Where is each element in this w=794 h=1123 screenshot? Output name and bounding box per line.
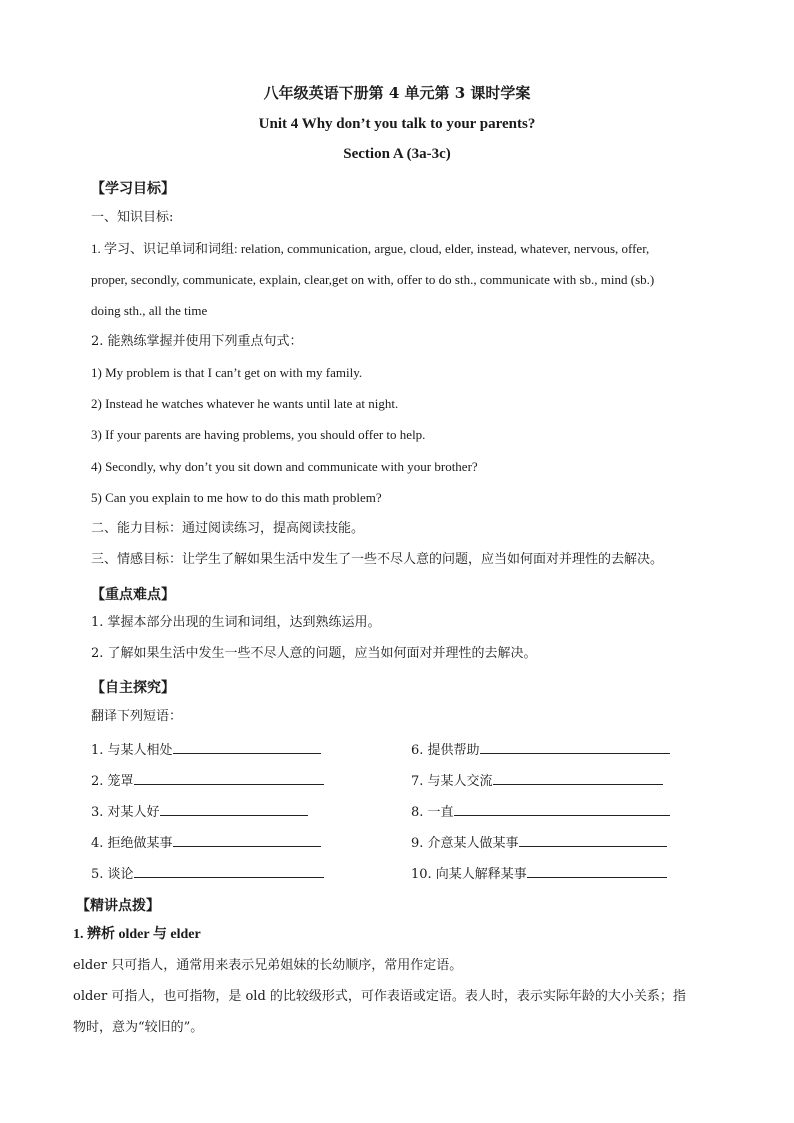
point-1-title: 1. 辨析 older 与 elder — [73, 927, 201, 942]
vocab-line-2: proper, secondly, communicate, explain, clear,get on with, offer to do sth., communicate with sb., mind (sb.) — [91, 272, 655, 287]
emotion-objective: 三、情感目标：让学生了解如果生活中发生了一些不尽人意的问题，应当如何面对并理性的去解决。 — [91, 552, 664, 567]
explain-line-3: 物时，意为“较旧的”。 — [73, 1020, 204, 1035]
objectives-heading: 【学习目标】 — [91, 181, 175, 197]
phrase-item-3: 3. 对某人好 — [91, 801, 308, 822]
explain-line-2: older 可指人，也可指物，是 old 的比较级形式，可作表语或定语。表人时，表示实际年龄的大小关系；指 — [73, 989, 686, 1004]
explore-heading: 【自主探究】 — [91, 680, 175, 696]
answer-blank[interactable] — [160, 801, 308, 816]
phrase-item-8: 8. 一直 — [411, 801, 670, 822]
answer-blank[interactable] — [134, 863, 324, 878]
vocab-line-1: 1. 学习、识记单词和词组: relation, communication, argue, cloud, elder, instead, whatever, nervous, offer, — [91, 241, 650, 256]
section-title: Section A (3a-3c) — [343, 146, 451, 162]
explore-instruction: 翻译下列短语： — [91, 709, 183, 724]
phrase-item-2: 2. 笼罩 — [91, 770, 324, 791]
answer-blank[interactable] — [527, 863, 667, 878]
sentence-4: 4) Secondly, why don’t you sit down and communicate with your brother? — [91, 459, 478, 474]
ability-objective: 二、能力目标：通过阅读练习，提高阅读技能。 — [91, 521, 365, 536]
sentences-heading: 2. 能熟练掌握并使用下列重点句式： — [91, 334, 303, 349]
unit-title: Unit 4 Why don’t you talk to your parents? — [258, 116, 536, 132]
explain-heading: 【精讲点拨】 — [76, 898, 160, 914]
knowledge-heading: 一、知识目标: — [91, 210, 174, 225]
answer-blank[interactable] — [173, 739, 321, 754]
phrase-item-10: 10. 向某人解释某事 — [411, 863, 667, 884]
answer-blank[interactable] — [454, 801, 670, 816]
answer-blank[interactable] — [519, 832, 667, 847]
document-title: 八年级英语下册第 4 单元第 3 课时学案 — [263, 84, 531, 102]
phrase-item-9: 9. 介意某人做某事 — [411, 832, 667, 853]
key-point-2: 2. 了解如果生活中发生一些不尽人意的问题，应当如何面对并理性的去解决。 — [91, 646, 537, 661]
sentence-1: 1) My problem is that I can’t get on with my family. — [91, 365, 363, 380]
sentence-3: 3) If your parents are having problems, you should offer to help. — [91, 427, 426, 442]
answer-blank[interactable] — [134, 770, 324, 785]
sentence-2: 2) Instead he watches whatever he wants until late at night. — [91, 396, 399, 411]
phrase-item-1: 1. 与某人相处 — [91, 739, 321, 760]
phrase-item-6: 6. 提供帮助 — [411, 739, 670, 760]
answer-blank[interactable] — [480, 739, 670, 754]
phrase-item-4: 4. 拒绝做某事 — [91, 832, 321, 853]
phrase-item-5: 5. 谈论 — [91, 863, 324, 884]
phrase-item-7: 7. 与某人交流 — [411, 770, 663, 791]
key-points-heading: 【重点难点】 — [91, 587, 175, 603]
sentence-5: 5) Can you explain to me how to do this math problem? — [91, 490, 382, 505]
explain-line-1: elder 只可指人，通常用来表示兄弟姐妹的长幼顺序，常用作定语。 — [73, 958, 463, 973]
answer-blank[interactable] — [173, 832, 321, 847]
answer-blank[interactable] — [493, 770, 663, 785]
key-point-1: 1. 掌握本部分出现的生词和词组，达到熟练运用。 — [91, 615, 381, 630]
vocab-line-3: doing sth., all the time — [91, 303, 208, 318]
